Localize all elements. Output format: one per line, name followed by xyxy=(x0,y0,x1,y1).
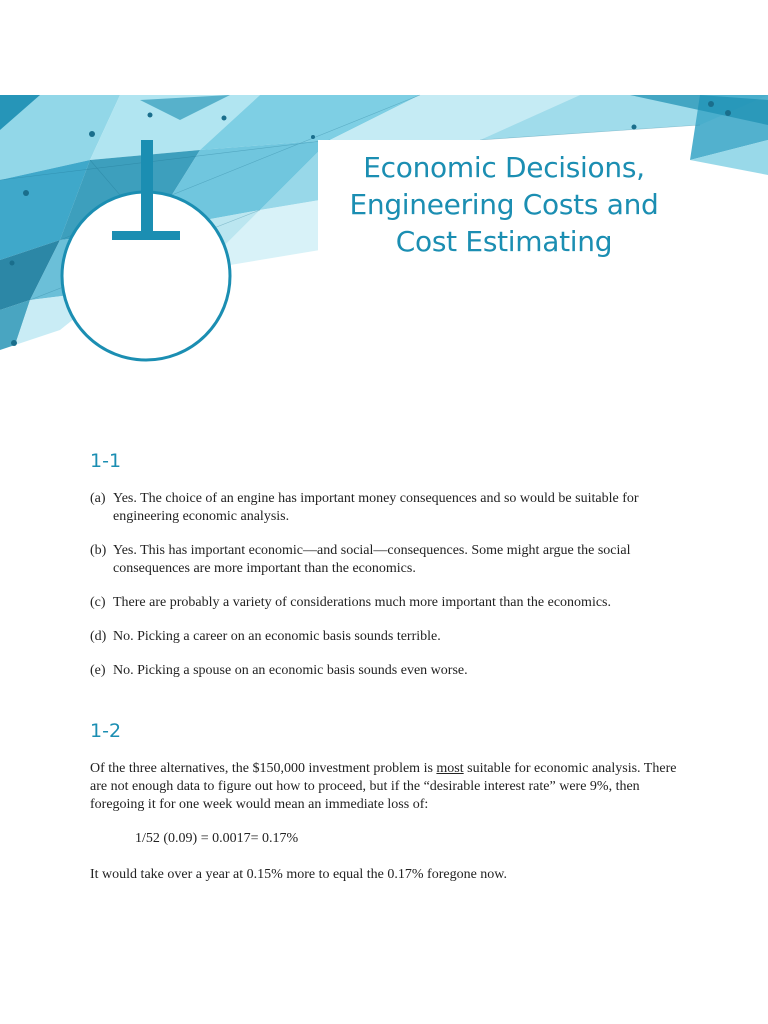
emphasized-word: most xyxy=(436,761,464,776)
answer-item-d xyxy=(90,628,680,646)
answer-marker: (b) xyxy=(90,543,107,558)
answer-item-c xyxy=(90,594,680,612)
paragraph-conclusion: It would take over a year at 0.15% more to equal the 0.17% foregone now. xyxy=(90,867,508,882)
answer-item-e xyxy=(90,662,680,680)
paragraph-investment-analysis xyxy=(90,760,680,814)
answer-text: Yes. This has important economic—and social—consequences. Some might argue the social consequences are more important than the economics. xyxy=(113,543,631,576)
answer-item-a xyxy=(90,490,680,526)
section-heading-1-2: 1-2 xyxy=(90,720,122,742)
answer-list-1-1 xyxy=(90,490,680,696)
answer-marker: (d) xyxy=(90,629,107,644)
answer-text: No. Picking a spouse on an economic basis sounds even worse. xyxy=(113,663,468,678)
interest-formula: 1/52 (0.09) = 0.0017= 0.17% xyxy=(135,831,299,846)
chapter-title: Economic Decisions, Engineering Costs and Cost Estimating xyxy=(349,150,659,258)
section-heading-1-1: 1-1 xyxy=(90,450,122,472)
answer-marker: (a) xyxy=(90,491,106,506)
answer-text: Yes. The choice of an engine has important money consequences and so would be suitable for engineering economic analysis. xyxy=(113,491,639,524)
answer-marker: (c) xyxy=(90,595,106,610)
answer-marker: (e) xyxy=(90,663,106,678)
paragraph-text-end: suitable for economic analysis. There are not enough data to figure out how to proceed, but if the “desirable interest rate” were 9%, then foregoing it for one week would mean an immediate loss of: xyxy=(90,761,677,812)
answer-text: There are probably a variety of considerations much more important than the economics. xyxy=(113,595,611,610)
answer-item-b xyxy=(90,542,680,578)
answer-text: No. Picking a career on an economic basis sounds terrible. xyxy=(113,629,441,644)
chapter-title-box xyxy=(318,140,690,268)
paragraph-text-start: Of the three alternatives, the $150,000 investment problem is xyxy=(90,761,437,776)
